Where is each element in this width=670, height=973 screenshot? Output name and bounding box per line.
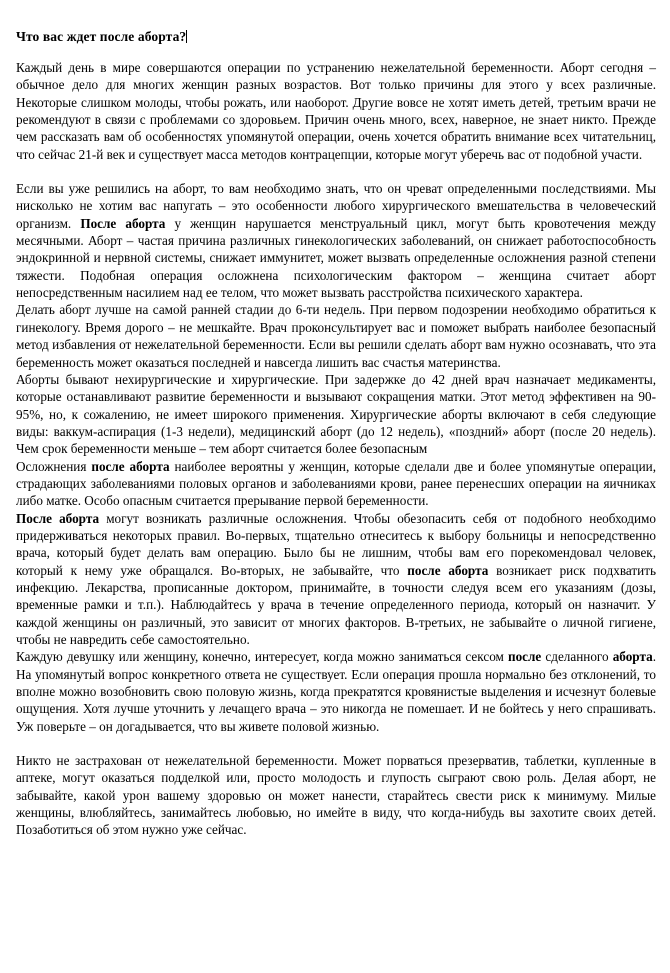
- text-run: могут возникать различные осложнения. Чтобы обезопасить себя от подобного необходимо придерживаться некоторых правил. Во-первых, тщательно отнеситесь к выбору больницы и непосредственно врача, который будет делать вам операцию. Было бы не лишним, чтобы вам его порекомендовал человек, который к нему уже обращался. Во-вторых, не забывайте, что: [16, 510, 656, 578]
- text-run: Каждую девушку или женщину, конечно, интересует, когда можно заниматься сексом: [16, 649, 508, 665]
- page-title-text: Что вас ждет после аборта?: [16, 29, 187, 44]
- text-run: Аборты бывают нехирургические и хирургические. При задержке до 42 дней врач назначает медикаменты, которые останавливают развитие беременности и вызывают сокращения матки. Этот метод эффективен на 90-95%, но, к сожалению, не имеет широкого применения. Хирургические аборты включают в себя следующие виды: ваккум-аспирация (1-3 недели), медицинский аборт (до 12 недель), «поздний» аборт (после 20 недель). Чем срок беременности меньше – тем аборт считается более безопасным: [16, 371, 656, 457]
- bold-text-run: После аборта: [80, 215, 166, 231]
- text-run: у женщин нарушается менструальный цикл, могут быть кровотечения между месячными. Аборт – частая причина различных гинекологических заболеваний, он снижает работоспособность эндокринной и нервной системы, снижает иммунитет, может вызвать определенные осложнения разной степени тяжести. Подобная операция осложнена психологическим фактором – женщина считает аборт непосредственным насилием над ее телом, что может вызвать расстройства психического характера.: [16, 215, 656, 301]
- bold-text-run: после аборта: [407, 562, 489, 578]
- bold-text-run: После аборта: [16, 510, 100, 526]
- bold-text-run: после аборта: [91, 458, 170, 474]
- paragraph: [16, 510, 656, 649]
- text-run: сделанного: [541, 649, 613, 665]
- text-run: Если вы уже решились на аборт, то вам необходимо знать, что он чреват определенными последствиями. Мы нисколько не хотим вас напугать – это особенности любого хирургического вмешательства в человеческий организм.: [16, 181, 656, 231]
- text-cursor-caret: [186, 30, 187, 43]
- paragraph: [16, 371, 656, 458]
- paragraph: [16, 301, 656, 370]
- text-run: наиболее вероятны у женщин, которые сделали две и более упомянутые операции, страдающих заболеваниями половых органов и заболеваниями крови, ранее перенесших операции на яичниках либо матке. Особо опасным считается прерывание первой беременности.: [16, 458, 656, 509]
- document-body: [16, 59, 656, 839]
- page-title: [16, 28, 656, 45]
- paragraph: [16, 648, 656, 735]
- text-run: Делать аборт лучше на самой ранней стадии до 6-ти недель. При первом подозрении необходимо обратиться к гинекологу. Время дорого – не мешкайте. Врач проконсультирует вас и поможет выбрать наиболее безопасный метод избавления от нежелательной беременности. Если вы решили сделать аборт вам нужно осознавать, что эта беременность может оказаться последней и навсегда лишить вас счастья материнства.: [16, 302, 656, 370]
- paragraph: [16, 180, 656, 301]
- paragraph: [16, 458, 656, 510]
- text-run: Осложнения: [16, 458, 92, 474]
- text-run: Никто не застрахован от нежелательной беременности. Может порваться презерватив, таблетки, купленные в аптеке, могут оказаться подделкой или, просто молодость и глупость сыграют свою роль. Делая аборт, не забывайте, какой урон вашему здоровью он может нанести, старайтесь свести риск к минимуму. Милые женщины, влюбляйтесь, занимайтесь любовью, но имейте в виду, что когда-нибудь вы захотите своих детей. Позаботиться об этом нужно уже сейчас.: [16, 753, 656, 838]
- bold-text-run: после: [507, 649, 542, 665]
- bold-text-run: аборта: [612, 649, 653, 665]
- text-run: возникает риск подхватить инфекцию. Лекарства, прописанные доктором, принимайте, в точности следуя всем его указаниям (дозы, временные рамки и т.п.). Наблюдайтесь у врача в течение определенного периода, который он назначит. У каждой женщины он различный, это зависит от многих факторов. В-третьих, не забывайте о личной гигиене, чтобы не навредить себе самостоятельно.: [16, 562, 656, 647]
- text-run: Каждый день в мире совершаются операции по устранению нежелательной беременности. Аборт сегодня – обычное дело для многих женщин разных возрастов. Вот только причины для этого у всех различные. Некоторые слишком молоды, чтобы рожать, или наоборот. Другие вовсе не хотят иметь детей, третьим врачи не рекомендуют в связи с проблемами со здоровьем. Причин очень много, всех, наверное, не знает никто. Прежде чем рассказать вам об особенностях упомянутой операции, очень хочется обратить внимание всех читательниц, что сейчас 21-й век и существует масса методов контрацепции, которые могут уберечь вас от подобной участи.: [16, 60, 656, 162]
- paragraph: [16, 59, 656, 163]
- paragraph: [16, 752, 656, 839]
- text-run: . На упомянутый вопрос конкретного ответа не существует. Если операция прошла нормально без отклонений, то вполне можно возобновить свою половую жизнь, когда прекратятся кровянистые выделения и исчезнут болевые ощущения. Хотя лучше уточнить у лечащего врача – это никогда не помешает. И не бойтесь у него спрашивать. Уж поверьте – он догадывается, что вы живете половой жизнью.: [16, 649, 656, 734]
